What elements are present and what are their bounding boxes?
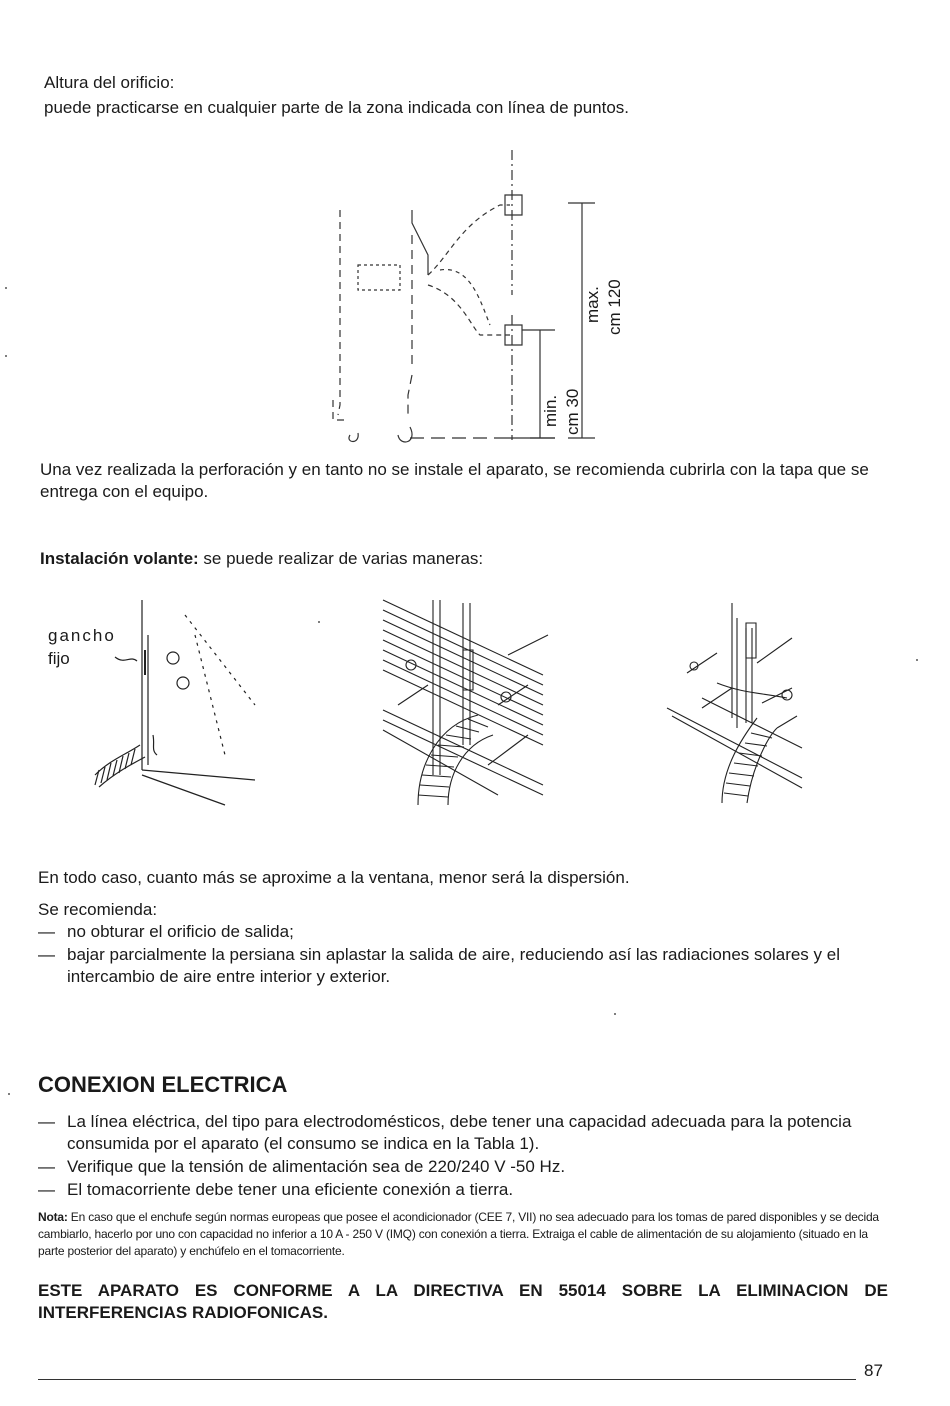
page-number: 87	[864, 1361, 883, 1380]
label-min: min.	[541, 394, 560, 427]
recomienda-item: — bajar parcialmente la persiana sin aplastar la salida de aire, reduciendo así las radiaciones solares y el intercambio de aire entre interior y exterior.	[38, 945, 840, 986]
scan-speck	[5, 355, 7, 357]
nota-paragraph	[38, 1209, 888, 1260]
instalacion-text: se puede realizar de varias maneras:	[198, 549, 484, 568]
scan-speck	[916, 659, 918, 661]
nota-label: Nota:	[38, 1210, 68, 1224]
conexion-item: — Verifique que la tensión de alimentación sea de 220/240 V -50 Hz.	[38, 1157, 566, 1176]
frame-installation-illustration	[662, 598, 807, 808]
recomienda-intro: Se recomienda:	[38, 900, 158, 919]
footer-rule	[38, 1379, 856, 1380]
hook-label: gancho	[48, 626, 116, 645]
section-title: CONEXION ELECTRICA	[38, 1072, 288, 1097]
window-installation-illustration	[378, 595, 550, 805]
instalacion-label: Instalación volante:	[40, 549, 199, 568]
intro-line-1: Altura del orificio:	[44, 73, 175, 92]
perforation-paragraph: Una vez realizada la perforación y en tanto no se instale el aparato, se recomienda cubrirla con la tapa que se entrega con el equipo.	[40, 460, 869, 501]
recomienda-item: — no obturar el orificio de salida;	[38, 922, 294, 941]
scan-speck	[5, 287, 7, 289]
dispersion-paragraph: En todo caso, cuanto más se aproxime a la ventana, menor será la dispersión.	[38, 868, 630, 887]
conexion-item: — El tomacorriente debe tener una eficiente conexión a tierra.	[38, 1180, 514, 1199]
hole-height-diagram	[300, 135, 640, 450]
nota-text: En caso que el enchufe según normas europeas que posee el acondicionador (CEE 7, VII) no sea adecuado para los tomas de pared disponibles y se decida cambiarlo, hacerlo por uno con capacidad no inferior a 10 A - 250 V (IMQ) con conexión a tierra. Extraiga el cable de alimentación de su alojamiento (situado en la parte posterior del aparato) y enchúfelo en el tomacorriente.	[38, 1210, 879, 1258]
scan-speck	[614, 1013, 616, 1015]
fixed-label: fijo	[48, 649, 70, 668]
hook-installation-illustration	[85, 595, 265, 810]
label-max: max.	[583, 286, 602, 323]
label-cm-120: cm 120	[605, 279, 624, 335]
intro-line-2: puede practicarse en cualquier parte de la zona indicada con línea de puntos.	[44, 98, 630, 117]
directive-statement: ESTE APARATO ES CONFORME A LA DIRECTIVA EN 55014 SOBRE LA ELIMINACION DE INTERFERENCIAS RADIOFONICAS.	[38, 1281, 888, 1322]
conexion-item: — La línea eléctrica, del tipo para electrodomésticos, debe tener una capacidad adecuada para la potencia consumida por el aparato (el consumo se indica en la Tabla 1).	[38, 1112, 852, 1153]
label-cm-30: cm 30	[563, 388, 582, 435]
scan-speck	[318, 621, 320, 623]
scan-speck	[8, 1093, 10, 1095]
instalacion-line	[40, 548, 483, 570]
